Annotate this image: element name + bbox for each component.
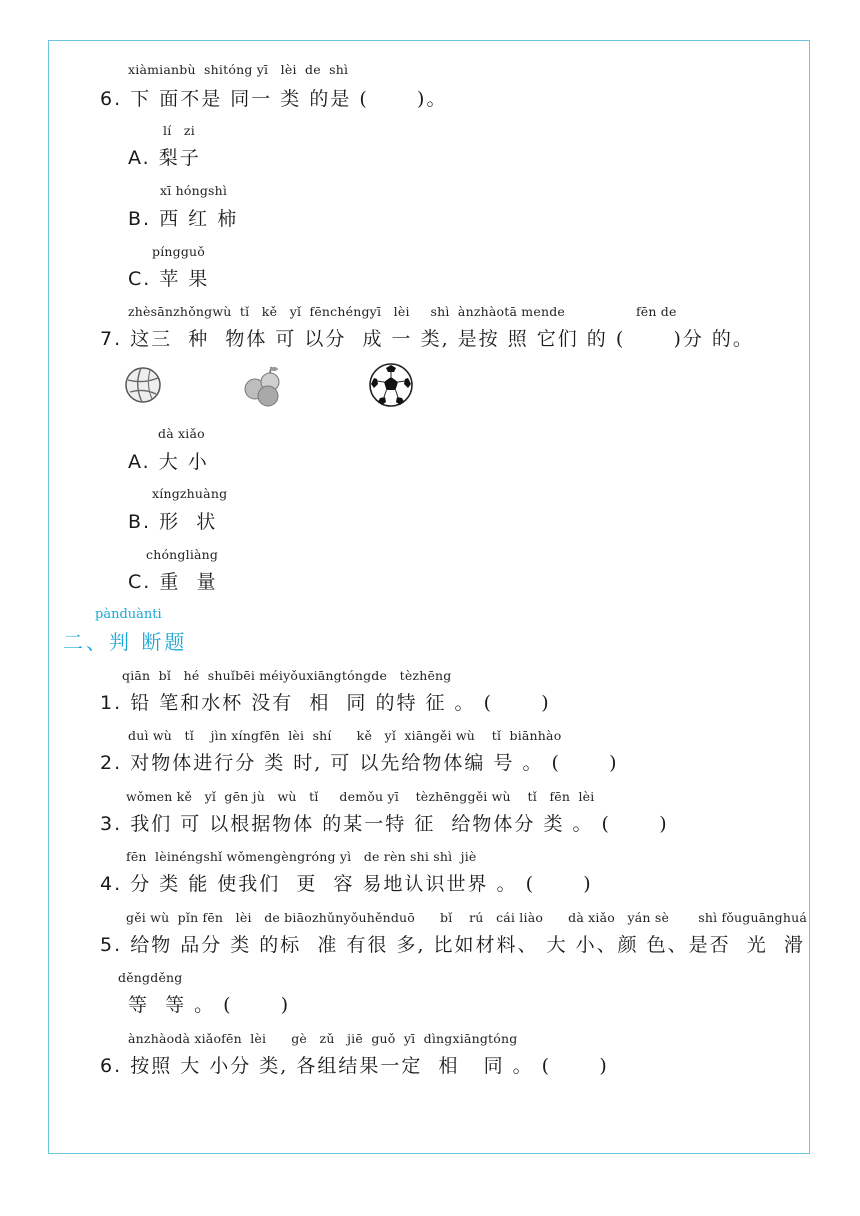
q6-option-b-text: 西 红 柿 [159,208,239,230]
q7-option-b-label: B. [128,511,152,533]
q6-option-c-pinyin: píngguǒ [152,244,206,259]
q6-option-b-label: B. [128,208,152,230]
q6-option-a-text: 梨子 [158,147,201,169]
section-2-pinyin: pànduànti [95,607,162,622]
judge-3-text: 我们 可 以根据物体 的某一特 征 给物体分 类 。 ( ) [130,813,669,835]
q7-option-a-pinyin: dà xiǎo [158,426,205,441]
q7-option-c-label: C. [128,571,152,593]
q6-option-a-label: A. [128,147,151,169]
q6-text: 下 面不是 同一 类 的是 ( )。 [130,88,448,110]
q6-line [100,84,447,111]
q6-option-c-label: C. [128,268,152,290]
q7-pinyin: zhèsānzhǒngwù tǐ kě yǐ fēnchéngyī lèi shì ànzhàotā mende fēn de [128,304,677,319]
soccer-ball-icon [368,362,414,408]
judge-6-number: 6. [100,1055,123,1077]
judge-3 [100,809,669,836]
q7-option-b-pinyin: xíngzhuàng [152,486,228,501]
judge-5-text: 给物 品分 类 的标 准 有很 多, 比如材料、 大 小、颜 色、是否 光 滑 [130,934,805,956]
judge-6-text: 按照 大 小分 类, 各组结果一定 相 同 。 ( ) [130,1055,609,1077]
judge-3-pinyin: wǒmen kě yǐ gēn jù wù tǐ demǒu yī tèzhēnggěi wù tǐ fēn lèi [126,789,595,804]
judge-4 [100,869,593,896]
q6-pinyin: xiàmianbù shitóng yī lèi de shì [128,62,349,77]
judge-4-text: 分 类 能 使我们 更 容 易地认识世界 。 ( ) [130,873,593,895]
judge-5-number: 5. [100,934,123,956]
judge-1-text: 铅 笔和水杯 没有 相 同 的特 征 。 ( ) [130,692,551,714]
q7-option-c-pinyin: chóngliàng [146,547,219,562]
q7-option-b-text: 形 状 [159,511,218,533]
judge-1 [100,688,551,715]
judge-5-pinyin: gěi wù pǐn fēn lèi de biāozhǔnyǒuhěnduō bǐ rú cái liào dà xiǎo yán sè shì fǒuguānghuá [126,910,808,925]
judge-4-pinyin: fēn lèinéngshǐ wǒmengèngróng yì de rèn shi shì jiè [126,849,477,864]
q6-option-a-pinyin: lí zi [163,123,195,138]
q7-line [100,324,754,351]
q6-option-c[interactable] [128,264,209,291]
judge-5-text-2: 等 等 。 ( ) [128,994,291,1016]
fruits-icon [240,363,286,409]
judge-6-pinyin: ànzhàodà xiǎofēn lèi gè zǔ jiē guǒ yī dìngxiāngtóng [128,1031,518,1046]
q7-number: 7. [100,328,123,350]
judge-2 [100,748,619,775]
judge-2-pinyin: duì wù tǐ jìn xíngfēn lèi shí kě yǐ xiāngěi wù tǐ biānhào [128,728,562,743]
q7-option-a[interactable] [128,447,209,474]
q6-number: 6. [100,88,123,110]
judge-6 [100,1051,609,1078]
judge-3-number: 3. [100,813,123,835]
judge-1-pinyin: qiān bǐ hé shuǐbēi méiyǒuxiāngtóngde tèzhēng [122,668,452,683]
q6-option-b-pinyin: xī hóngshì [160,183,228,198]
q7-option-c[interactable] [128,567,217,594]
judge-2-text: 对物体进行分 类 时, 可 以先给物体编 号 。 ( ) [130,752,619,774]
judge-2-number: 2. [100,752,123,774]
q7-option-a-label: A. [128,451,151,473]
judge-4-number: 4. [100,873,123,895]
judge-5-pinyin-2: děngděng [118,970,183,985]
q6-option-c-text: 苹 果 [159,268,210,290]
q7-text: 这三 种 物体 可 以分 成 一 类, 是按 照 它们 的 ( )分 的。 [130,328,754,350]
q6-option-b[interactable] [128,204,238,231]
section-2-title: 二、判 断题 [63,630,188,654]
volleyball-icon [124,366,162,404]
q7-option-c-text: 重 量 [159,571,218,593]
judge-1-number: 1. [100,692,123,714]
judge-5 [100,930,805,957]
q7-option-b[interactable] [128,507,217,534]
q7-option-a-text: 大 小 [158,451,209,473]
q6-option-a[interactable] [128,143,201,170]
